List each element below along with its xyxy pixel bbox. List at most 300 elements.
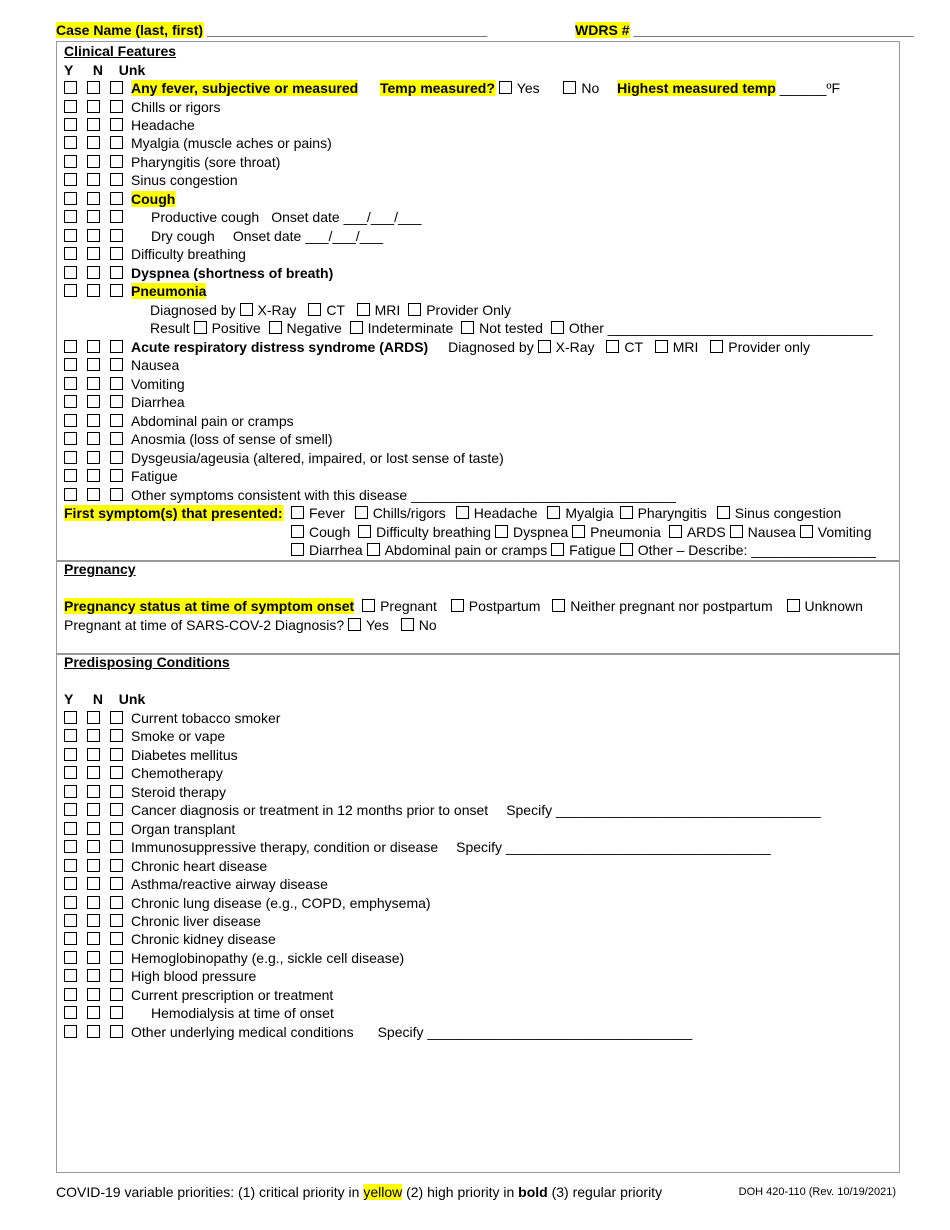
unknown-checkbox[interactable]: [787, 599, 800, 612]
fs-myalgia-checkbox[interactable]: [547, 506, 560, 519]
symptom-row: [64, 430, 333, 448]
fs-option-label: Chills/rigors: [372, 505, 446, 521]
symptom-row: [64, 116, 195, 134]
fs-option-label: Pharyngitis: [637, 505, 707, 521]
symptom-row: [64, 227, 383, 245]
fs-option-label: Pneumonia: [590, 524, 661, 540]
col-unk: Unk: [118, 62, 146, 78]
y-checkbox[interactable]: [64, 859, 77, 872]
y-checkbox[interactable]: [64, 748, 77, 761]
unk-checkbox[interactable]: [110, 896, 123, 909]
condition-row: [64, 949, 404, 967]
pneumonia-diagnosed-row: [150, 301, 511, 319]
n-checkbox[interactable]: [87, 859, 100, 872]
condition-row: [64, 764, 223, 782]
condition-row: [64, 783, 226, 801]
n-checkbox[interactable]: [87, 896, 100, 909]
fs-option-label: Dyspnea: [512, 524, 569, 540]
y-checkbox[interactable]: [64, 136, 77, 149]
condition-row: [64, 709, 280, 727]
pregnant-label: Pregnant: [380, 598, 437, 614]
not-tested-checkbox[interactable]: [461, 321, 474, 334]
ynu-header: [64, 690, 145, 708]
productive-onset-field[interactable]: Onset date ___/___/___: [271, 209, 422, 225]
n-checkbox[interactable]: [87, 173, 100, 186]
negative-label: Negative: [286, 320, 342, 336]
unk-checkbox[interactable]: [110, 840, 123, 853]
headache-label: Headache: [131, 117, 195, 133]
n-checkbox[interactable]: [87, 766, 100, 779]
symptom-row: [64, 208, 421, 226]
xray-checkbox[interactable]: [240, 303, 253, 316]
postpartum-checkbox[interactable]: [451, 599, 464, 612]
heart-label: Chronic heart disease: [131, 858, 268, 874]
n-checkbox[interactable]: [87, 785, 100, 798]
y-checkbox[interactable]: [64, 155, 77, 168]
other-symptoms-field[interactable]: __________________________________: [411, 487, 676, 503]
provider-only-label: Provider Only: [426, 302, 511, 318]
y-checkbox[interactable]: [64, 785, 77, 798]
y-checkbox[interactable]: [64, 877, 77, 890]
unk-checkbox[interactable]: [110, 877, 123, 890]
fs-option-label: Headache: [473, 505, 538, 521]
positive-checkbox[interactable]: [194, 321, 207, 334]
temp-no-checkbox[interactable]: [563, 81, 576, 94]
condition-row: [64, 727, 225, 745]
sars-yes-checkbox[interactable]: [348, 618, 361, 631]
unk-checkbox[interactable]: [110, 969, 123, 982]
clinical-features-title: Clinical Features: [64, 43, 177, 59]
symptom-row: [64, 171, 238, 189]
negative-checkbox[interactable]: [269, 321, 282, 334]
n-checkbox[interactable]: [87, 969, 100, 982]
chemo-label: Chemotherapy: [131, 765, 223, 781]
n-checkbox[interactable]: [87, 877, 100, 890]
ards-xray-checkbox[interactable]: [538, 340, 551, 353]
symptom-row: [64, 264, 333, 282]
unk-checkbox[interactable]: [110, 1025, 123, 1038]
y-checkbox[interactable]: [64, 340, 77, 353]
unk-checkbox[interactable]: [110, 155, 123, 168]
y-checkbox[interactable]: [64, 932, 77, 945]
y-checkbox[interactable]: [64, 358, 77, 371]
fs-option-label: Diarrhea: [309, 542, 363, 558]
unk-checkbox[interactable]: [110, 988, 123, 1001]
unk-checkbox[interactable]: [110, 210, 123, 223]
n-checkbox[interactable]: [87, 136, 100, 149]
myalgia-label: Myalgia (muscle aches or pains): [131, 135, 332, 151]
unk-checkbox[interactable]: [110, 81, 123, 94]
unk-checkbox[interactable]: [110, 395, 123, 408]
steroid-label: Steroid therapy: [131, 784, 226, 800]
y-checkbox[interactable]: [64, 1025, 77, 1038]
footer-text: COVID-19 variable priorities: (1) critical priority in: [56, 1184, 360, 1200]
ards-mri-label: MRI: [672, 339, 699, 355]
ards-ct-checkbox[interactable]: [606, 340, 619, 353]
symptom-row: [64, 245, 246, 263]
n-checkbox[interactable]: [87, 822, 100, 835]
n-checkbox[interactable]: [87, 377, 100, 390]
immuno-label: Immunosuppressive therapy, condition or disease: [131, 839, 439, 855]
n-checkbox[interactable]: [87, 155, 100, 168]
y-checkbox[interactable]: [64, 969, 77, 982]
y-checkbox[interactable]: [64, 803, 77, 816]
n-checkbox[interactable]: [87, 414, 100, 427]
ards-label: Acute respiratory distress syndrome (ARDS): [131, 339, 429, 355]
case-name-label: Case Name (last, first): [56, 22, 204, 38]
n-checkbox[interactable]: [87, 81, 100, 94]
n-checkbox[interactable]: [87, 932, 100, 945]
y-checkbox[interactable]: [64, 284, 77, 297]
temp-yes-label: Yes: [516, 80, 540, 96]
fs-pneumonia-checkbox[interactable]: [572, 525, 585, 538]
unk-checkbox[interactable]: [110, 173, 123, 186]
y-checkbox[interactable]: [64, 210, 77, 223]
y-checkbox[interactable]: [64, 81, 77, 94]
fs-option-label: Difficulty breathing: [376, 524, 492, 540]
y-checkbox[interactable]: [64, 432, 77, 445]
y-checkbox[interactable]: [64, 100, 77, 113]
ards-mri-checkbox[interactable]: [655, 340, 668, 353]
y-checkbox[interactable]: [64, 266, 77, 279]
unk-checkbox[interactable]: [110, 247, 123, 260]
condition-row: [64, 1004, 334, 1022]
unk-checkbox[interactable]: [110, 951, 123, 964]
symptom-row: [64, 375, 185, 393]
cough-label: Cough: [131, 191, 176, 207]
unk-checkbox[interactable]: [110, 377, 123, 390]
condition-row: [64, 801, 821, 819]
condition-row: [64, 1023, 692, 1041]
postpartum-label: Postpartum: [468, 598, 541, 614]
unk-checkbox[interactable]: [110, 118, 123, 131]
sars-no-checkbox[interactable]: [401, 618, 414, 631]
immuno-specify-field[interactable]: Specify __________________________________: [456, 839, 771, 855]
footer: [56, 1184, 896, 1200]
unk-checkbox[interactable]: [110, 748, 123, 761]
unk-checkbox[interactable]: [110, 729, 123, 742]
unk-checkbox[interactable]: [110, 488, 123, 501]
sars-yes-label: Yes: [366, 617, 389, 633]
unk-checkbox[interactable]: [110, 766, 123, 779]
diabetes-label: Diabetes mellitus: [131, 747, 238, 763]
symptom-row: [64, 486, 676, 504]
wdrs-field[interactable]: ____________________________________: [633, 22, 914, 38]
symptom-row: [64, 98, 220, 116]
n-checkbox[interactable]: [87, 748, 100, 761]
n-checkbox[interactable]: [87, 229, 100, 242]
bp-label: High blood pressure: [131, 968, 257, 984]
dry-onset-field[interactable]: Onset date ___/___/___: [232, 228, 384, 244]
sars-pregnant-row: [64, 616, 437, 634]
n-checkbox[interactable]: [87, 840, 100, 853]
other-checkbox[interactable]: [551, 321, 564, 334]
unk-checkbox[interactable]: [110, 1006, 123, 1019]
indeterminate-label: Indeterminate: [367, 320, 454, 336]
unk-checkbox[interactable]: [110, 711, 123, 724]
cancer-specify-field[interactable]: Specify __________________________________: [506, 802, 821, 818]
symptom-row-ards: [64, 338, 810, 356]
positive-label: Positive: [211, 320, 261, 336]
fs-option-label: Fatigue: [569, 542, 616, 558]
vomiting-label: Vomiting: [131, 376, 185, 392]
unk-checkbox[interactable]: [110, 136, 123, 149]
col-unk: Unk: [118, 691, 146, 707]
n-checkbox[interactable]: [87, 951, 100, 964]
fs-vomiting-checkbox[interactable]: [800, 525, 813, 538]
fs-other-describe-field[interactable]: Other – Describe: ________________: [637, 542, 876, 558]
y-checkbox[interactable]: [64, 229, 77, 242]
cancer-label: Cancer diagnosis or treatment in 12 months prior to onset: [131, 802, 489, 818]
predisposing-title: Predisposing Conditions: [64, 654, 230, 670]
fs-option-label: Nausea: [747, 524, 796, 540]
condition-row: [64, 746, 238, 764]
symptom-row: [64, 412, 294, 430]
col-y: Y: [64, 62, 74, 78]
y-checkbox[interactable]: [64, 1006, 77, 1019]
footer-yellow: yellow: [363, 1184, 403, 1200]
col-n: N: [92, 691, 103, 707]
result-label: Result: [150, 320, 190, 336]
condition-row: [64, 894, 431, 912]
n-checkbox[interactable]: [87, 284, 100, 297]
y-checkbox[interactable]: [64, 118, 77, 131]
unk-checkbox[interactable]: [110, 803, 123, 816]
n-checkbox[interactable]: [87, 803, 100, 816]
unk-checkbox[interactable]: [110, 284, 123, 297]
y-checkbox[interactable]: [64, 988, 77, 1001]
mri-checkbox[interactable]: [357, 303, 370, 316]
n-checkbox[interactable]: [87, 488, 100, 501]
form-id: DOH 420-110 (Rev. 10/19/2021): [738, 1186, 896, 1198]
fs-chills-checkbox[interactable]: [355, 506, 368, 519]
y-checkbox[interactable]: [64, 840, 77, 853]
y-checkbox[interactable]: [64, 414, 77, 427]
y-checkbox[interactable]: [64, 469, 77, 482]
unk-checkbox[interactable]: [110, 932, 123, 945]
kidney-label: Chronic kidney disease: [131, 931, 276, 947]
condition-row: [64, 875, 328, 893]
unk-checkbox[interactable]: [110, 451, 123, 464]
footer-text: (2) high priority in: [406, 1184, 515, 1200]
case-header: [56, 20, 914, 40]
n-checkbox[interactable]: [87, 358, 100, 371]
pregnant-checkbox[interactable]: [362, 599, 375, 612]
y-checkbox[interactable]: [64, 729, 77, 742]
fs-other-checkbox[interactable]: [620, 543, 633, 556]
n-checkbox[interactable]: [87, 395, 100, 408]
organ-label: Organ transplant: [131, 821, 236, 837]
dyspnea-label: Dyspnea (shortness of breath): [131, 265, 334, 281]
fs-fatigue-checkbox[interactable]: [551, 543, 564, 556]
neither-checkbox[interactable]: [552, 599, 565, 612]
ards-provider-only-checkbox[interactable]: [710, 340, 723, 353]
first-symptoms-label: First symptom(s) that presented:: [64, 505, 283, 521]
condition-row: [64, 930, 276, 948]
fatigue-label: Fatigue: [131, 468, 178, 484]
y-checkbox[interactable]: [64, 896, 77, 909]
other-underlying-label: Other underlying medical conditions: [131, 1024, 354, 1040]
diarrhea-label: Diarrhea: [131, 394, 185, 410]
n-checkbox[interactable]: [87, 192, 100, 205]
y-checkbox[interactable]: [64, 192, 77, 205]
fs-headache-checkbox[interactable]: [456, 506, 469, 519]
n-checkbox[interactable]: [87, 266, 100, 279]
fs-option-label: Myalgia: [565, 505, 614, 521]
other-underlying-specify-field[interactable]: Specify __________________________________: [377, 1024, 693, 1040]
n-checkbox[interactable]: [87, 469, 100, 482]
n-checkbox[interactable]: [87, 210, 100, 223]
nausea-label: Nausea: [131, 357, 180, 373]
prescription-label: Current prescription or treatment: [131, 987, 334, 1003]
n-checkbox[interactable]: [87, 451, 100, 464]
y-checkbox[interactable]: [64, 914, 77, 927]
condition-row: [64, 838, 771, 856]
symptom-row-fever: [64, 79, 840, 97]
fs-diarrhea-checkbox[interactable]: [291, 543, 304, 556]
y-checkbox[interactable]: [64, 247, 77, 260]
fs-pharyngitis-checkbox[interactable]: [620, 506, 633, 519]
pneumonia-label: Pneumonia: [131, 283, 207, 299]
lung-label: Chronic lung disease (e.g., COPD, emphysema): [131, 895, 431, 911]
fs-fever-checkbox[interactable]: [291, 506, 304, 519]
hemodialysis-label: Hemodialysis at time of onset: [151, 1005, 334, 1021]
sars-no-label: No: [418, 617, 437, 633]
unk-checkbox[interactable]: [110, 229, 123, 242]
first-symptoms-row: [64, 504, 283, 522]
ards-ct-label: CT: [624, 339, 643, 355]
other-field[interactable]: __________________________________: [607, 320, 873, 336]
dry-cough-label: Dry cough: [151, 228, 215, 244]
footer-text: (3) regular priority: [551, 1184, 663, 1200]
unk-checkbox[interactable]: [110, 192, 123, 205]
symptom-row: [64, 153, 280, 171]
n-checkbox[interactable]: [87, 100, 100, 113]
chills-label: Chills or rigors: [131, 99, 221, 115]
wdrs-label: WDRS #: [575, 22, 630, 38]
unk-checkbox[interactable]: [110, 100, 123, 113]
fs-abdominal-checkbox[interactable]: [367, 543, 380, 556]
temp-measured-label: Temp measured?: [380, 80, 495, 96]
y-checkbox[interactable]: [64, 488, 77, 501]
indeterminate-checkbox[interactable]: [350, 321, 363, 334]
ynu-header: [64, 61, 145, 79]
y-checkbox[interactable]: [64, 822, 77, 835]
fs-option-label: Vomiting: [817, 524, 872, 540]
n-checkbox[interactable]: [87, 711, 100, 724]
n-checkbox[interactable]: [87, 340, 100, 353]
neither-label: Neither pregnant nor postpartum: [570, 598, 773, 614]
fs-difficulty-checkbox[interactable]: [358, 525, 371, 538]
sars-pregnant-label: Pregnant at time of SARS-COV-2 Diagnosis?: [64, 617, 345, 633]
unk-checkbox[interactable]: [110, 266, 123, 279]
dysgeusia-label: Dysgeusia/ageusia (altered, impaired, or lost sense of taste): [131, 450, 504, 466]
productive-cough-label: Productive cough: [151, 209, 260, 225]
footer-bold: bold: [518, 1184, 548, 1200]
highest-temp-label: Highest measured temp: [617, 80, 776, 96]
fs-nausea-checkbox[interactable]: [730, 525, 743, 538]
first-symptoms-options-3: [291, 541, 876, 559]
condition-row: [64, 857, 267, 875]
unk-checkbox[interactable]: [110, 358, 123, 371]
fs-dyspnea-checkbox[interactable]: [495, 525, 508, 538]
unk-checkbox[interactable]: [110, 785, 123, 798]
n-checkbox[interactable]: [87, 432, 100, 445]
y-checkbox[interactable]: [64, 377, 77, 390]
symptom-row: [64, 356, 179, 374]
case-name-field[interactable]: ____________________________________: [206, 22, 488, 38]
fs-option-label: Cough: [309, 524, 351, 540]
diagnosed-by-label: Diagnosed by: [150, 302, 236, 318]
fs-ards-checkbox[interactable]: [669, 525, 682, 538]
y-checkbox[interactable]: [64, 766, 77, 779]
tobacco-label: Current tobacco smoker: [131, 710, 281, 726]
unk-checkbox[interactable]: [110, 432, 123, 445]
unk-checkbox[interactable]: [110, 340, 123, 353]
y-checkbox[interactable]: [64, 395, 77, 408]
fs-cough-checkbox[interactable]: [291, 525, 304, 538]
col-n: N: [92, 62, 103, 78]
n-checkbox[interactable]: [87, 1006, 100, 1019]
fs-option-label: Fever: [309, 505, 345, 521]
n-checkbox[interactable]: [87, 1025, 100, 1038]
highest-temp-field[interactable]: ______ºF: [779, 80, 841, 96]
difficulty-breathing-label: Difficulty breathing: [131, 246, 246, 262]
n-checkbox[interactable]: [87, 729, 100, 742]
symptom-row: [64, 282, 206, 300]
y-checkbox[interactable]: [64, 451, 77, 464]
unk-checkbox[interactable]: [110, 822, 123, 835]
unk-checkbox[interactable]: [110, 914, 123, 927]
not-tested-label: Not tested: [479, 320, 543, 336]
fs-option-label: Sinus congestion: [734, 505, 842, 521]
col-y: Y: [64, 691, 74, 707]
symptom-row: [64, 190, 175, 208]
abdominal-label: Abdominal pain or cramps: [131, 413, 294, 429]
pharyngitis-label: Pharyngitis (sore throat): [131, 154, 281, 170]
n-checkbox[interactable]: [87, 988, 100, 1001]
temp-yes-checkbox[interactable]: [499, 81, 512, 94]
y-checkbox[interactable]: [64, 173, 77, 186]
pregnancy-status-label: Pregnancy status at time of symptom onset: [64, 598, 355, 614]
ards-provider-only-label: Provider only: [728, 339, 810, 355]
symptom-row: [64, 449, 504, 467]
n-checkbox[interactable]: [87, 914, 100, 927]
pneumonia-result-row: [150, 319, 873, 337]
n-checkbox[interactable]: [87, 247, 100, 260]
anosmia-label: Anosmia (loss of sense of smell): [131, 431, 333, 447]
ct-label: CT: [326, 302, 345, 318]
condition-row: [64, 912, 261, 930]
ct-checkbox[interactable]: [308, 303, 321, 316]
unk-checkbox[interactable]: [110, 859, 123, 872]
pregnancy-title: Pregnancy: [64, 561, 136, 577]
condition-row: [64, 820, 235, 838]
other-symptoms-label: Other symptoms consistent with this disease: [131, 487, 408, 503]
sinus-label: Sinus congestion: [131, 172, 238, 188]
n-checkbox[interactable]: [87, 118, 100, 131]
unk-checkbox[interactable]: [110, 414, 123, 427]
y-checkbox[interactable]: [64, 711, 77, 724]
unk-checkbox[interactable]: [110, 469, 123, 482]
first-symptoms-options-2: [291, 523, 872, 541]
fs-option-label: ARDS: [686, 524, 726, 540]
y-checkbox[interactable]: [64, 951, 77, 964]
hemoglobin-label: Hemoglobinopathy (e.g., sickle cell disease): [131, 950, 405, 966]
provider-only-checkbox[interactable]: [408, 303, 421, 316]
fever-label: Any fever, subjective or measured: [131, 80, 359, 96]
fs-sinus-checkbox[interactable]: [717, 506, 730, 519]
